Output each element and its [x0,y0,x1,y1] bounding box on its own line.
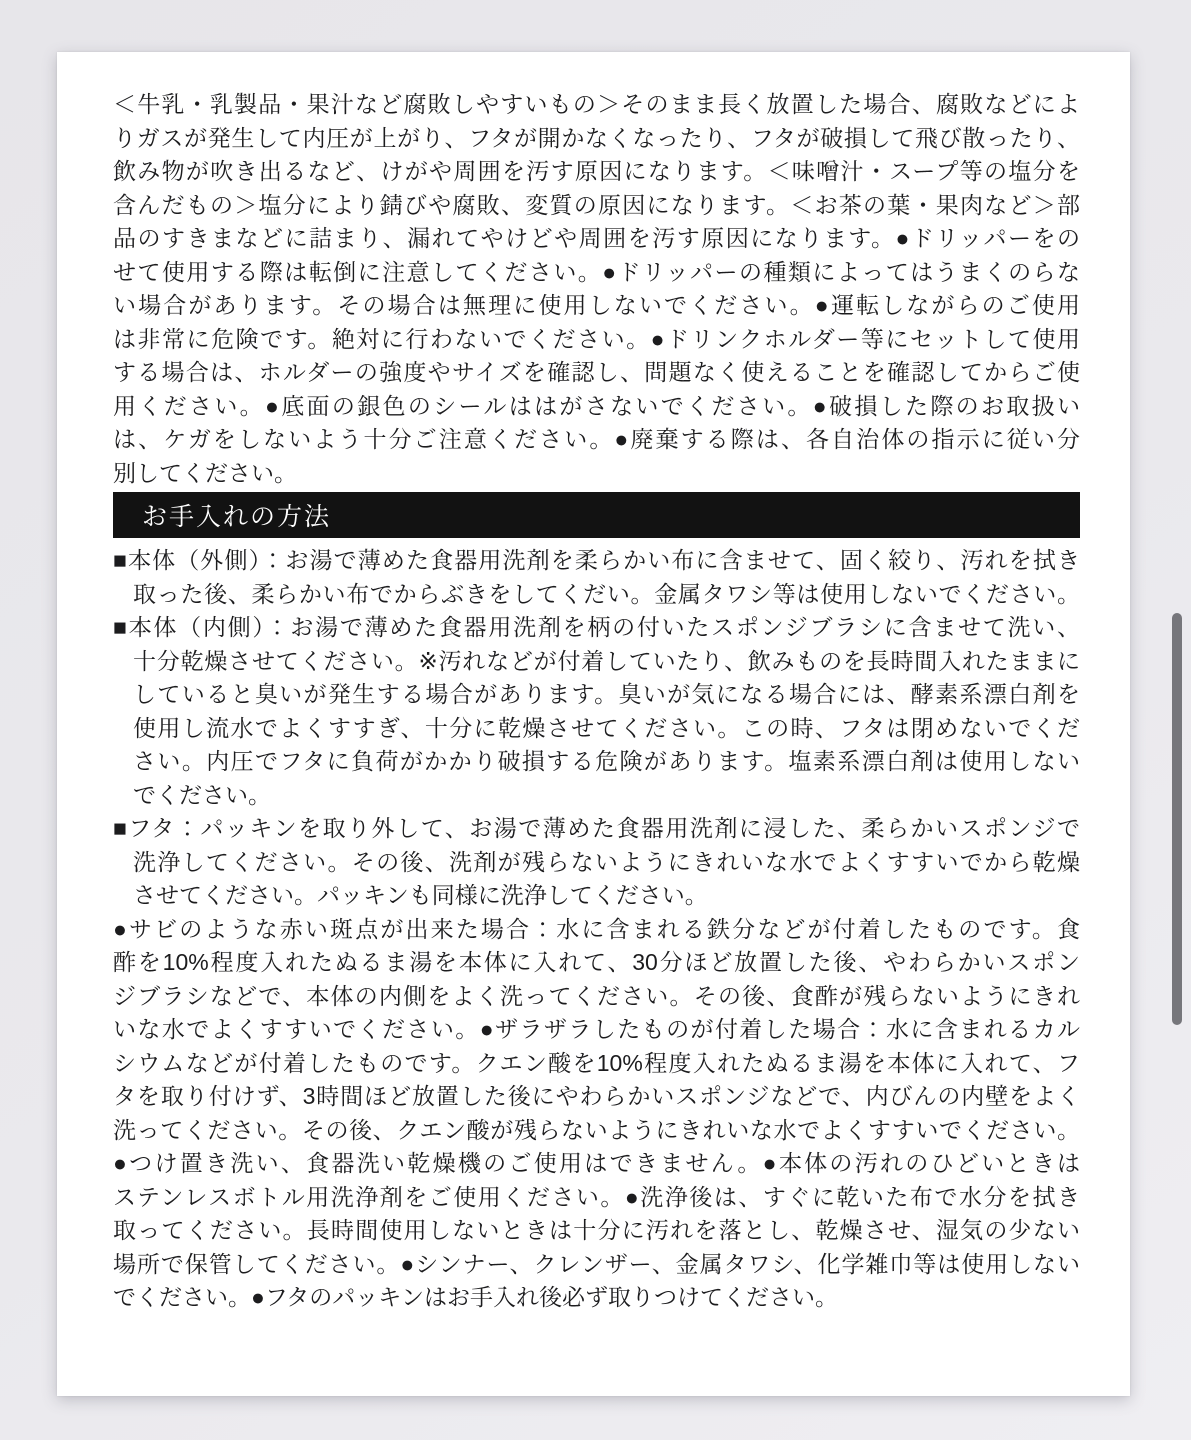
care-item-body-outside [113,544,1080,611]
text-line: する場合は、ホルダーの強度やサイズを確認し、問題なく使えることを確認してからご使 [113,359,1080,385]
text-line: 洗浄してください。その後、洗剤が残らないようにきれいな水でよくすすいでから乾燥 [133,848,1080,875]
text-line: 品のすきまなどに詰まり、漏れてやけどや周囲を汚す原因になります。●ドリッパーをの [113,225,1080,251]
text-line: 別してください。 [113,459,297,486]
text-line: ■本体（外側）：お湯で薄めた食器用洗剤を柔らかい布に含ませて、固く絞り、汚れを拭き [113,547,1080,573]
text-line: 含んだもの＞塩分により錆びや腐敗、変質の原因になります。＜お茶の葉・果肉など＞部 [113,191,1080,218]
text-line: 取った後、柔らかい布でからぶきをしてくだい。金属タワシ等は使用しないでください。 [133,580,1081,607]
text-line: ●つけ置き洗い、食器洗い乾燥機のご使用はできません。●本体の汚れのひどいときは [113,1150,1080,1176]
text-line: 十分乾燥させてください。※汚れなどが付着していたり、飲みものを長時間入れたままに [133,647,1080,674]
text-line: ジブラシなどで、本体の内側をよく洗ってください。その後、食酢が残らないようにきれ [113,982,1080,1009]
text-line: させてください。パッキンも同様に洗浄してください。 [133,882,708,908]
text-line: 用ください。●底面の銀色のシールははがさないでください。●破損した際のお取扱い [113,392,1080,419]
intro-paragraph [113,88,1080,490]
text-line: 使用し流水でよくすすぎ、十分に乾燥させてください。この時、フタは閉めないでくだ [133,714,1080,741]
text-line: は、ケガをしないよう十分ご注意ください。●廃棄する際は、各自治体の指示に従い分 [113,426,1080,452]
section-title: お手入れの方法 [142,503,332,531]
manual-page [57,52,1130,1396]
text-line: 酢を10%程度入れたぬるま湯を本体に入れて、30分ほど放置した後、やわらかいスポン [113,949,1080,975]
text-line: は非常に危険です。絶対に行わないでください。●ドリンクホルダー等にセットして使用 [113,325,1080,352]
text-line: せて使用する際は転倒に注意してください。●ドリッパーの種類によってはうまくのらな [113,258,1080,285]
text-line: い場合があります。その場合は無理に使用しないでください。●運転しながらのご使用 [113,292,1080,318]
text-line: していると臭いが発生する場合があります。臭いが気になる場合には、酵素系漂白剤を [133,681,1080,707]
care-item-body-inside [113,611,1080,812]
text-line: いな水でよくすすいでください。●ザラザラしたものが付着した場合：水に含まれるカル [113,1016,1080,1042]
text-line: 洗ってください。その後、クエン酸が残らないようにきれいな水でよくすすいでください。 [113,1116,1080,1143]
text-line: ●サビのような赤い斑点が出来た場合：水に含まれる鉄分などが付着したものです。食 [113,915,1080,942]
text-line: ■フタ：パッキンを取り外して、お湯で薄めた食器用洗剤に浸した、柔らかいスポンジで [113,815,1080,841]
text-line: りガスが発生して内圧が上がり、フタが開かなくなったり、フタが破損して飛び散ったり、 [113,124,1080,151]
text-line: ステンレスボトル用洗浄剤をご使用ください。●洗浄後は、すぐに乾いた布で水分を拭き [113,1183,1080,1210]
text-line: さい。内圧でフタに負荷がかかり破損する危険があります。塩素系漂白剤は使用しない [133,748,1080,774]
text-line: ＜牛乳・乳製品・果汁など腐敗しやすいもの＞そのまま長く放置した場合、腐敗などによ [113,91,1081,117]
scrollbar-thumb[interactable] [1172,613,1182,1025]
text-line: シウムなどが付着したものです。クエン酸を10%程度入れたぬるま湯を本体に入れて、フ [113,1049,1080,1076]
text-line: 取ってください。長時間使用しないときは十分に汚れを落とし、乾燥させ、湿気の少ない [113,1217,1080,1243]
text-line: 場所で保管してください。●シンナー、クレンザー、金属タワシ、化学雑巾等は使用しない [113,1250,1080,1277]
care-instructions [113,544,1080,1315]
text-line: でください。 [133,781,271,808]
care-item-lid [113,812,1080,913]
text-line: 飲み物が吹き出るなど、けがや周囲を汚す原因になります。＜味噌汁・スープ等の塩分を [113,158,1080,184]
care-item-notes [113,913,1080,1315]
text-line: でください。●フタのパッキンはお手入れ後必ず取りつけてください。 [113,1284,839,1310]
text-line: ■本体（内側）：お湯で薄めた食器用洗剤を柄の付いたスポンジブラシに含ませて洗い、 [113,614,1080,640]
text-line: タを取り付けず、3時間ほど放置した後にやわらかいスポンジなどで、内びんの内壁をよく [113,1083,1080,1109]
section-header-band [113,492,1080,538]
